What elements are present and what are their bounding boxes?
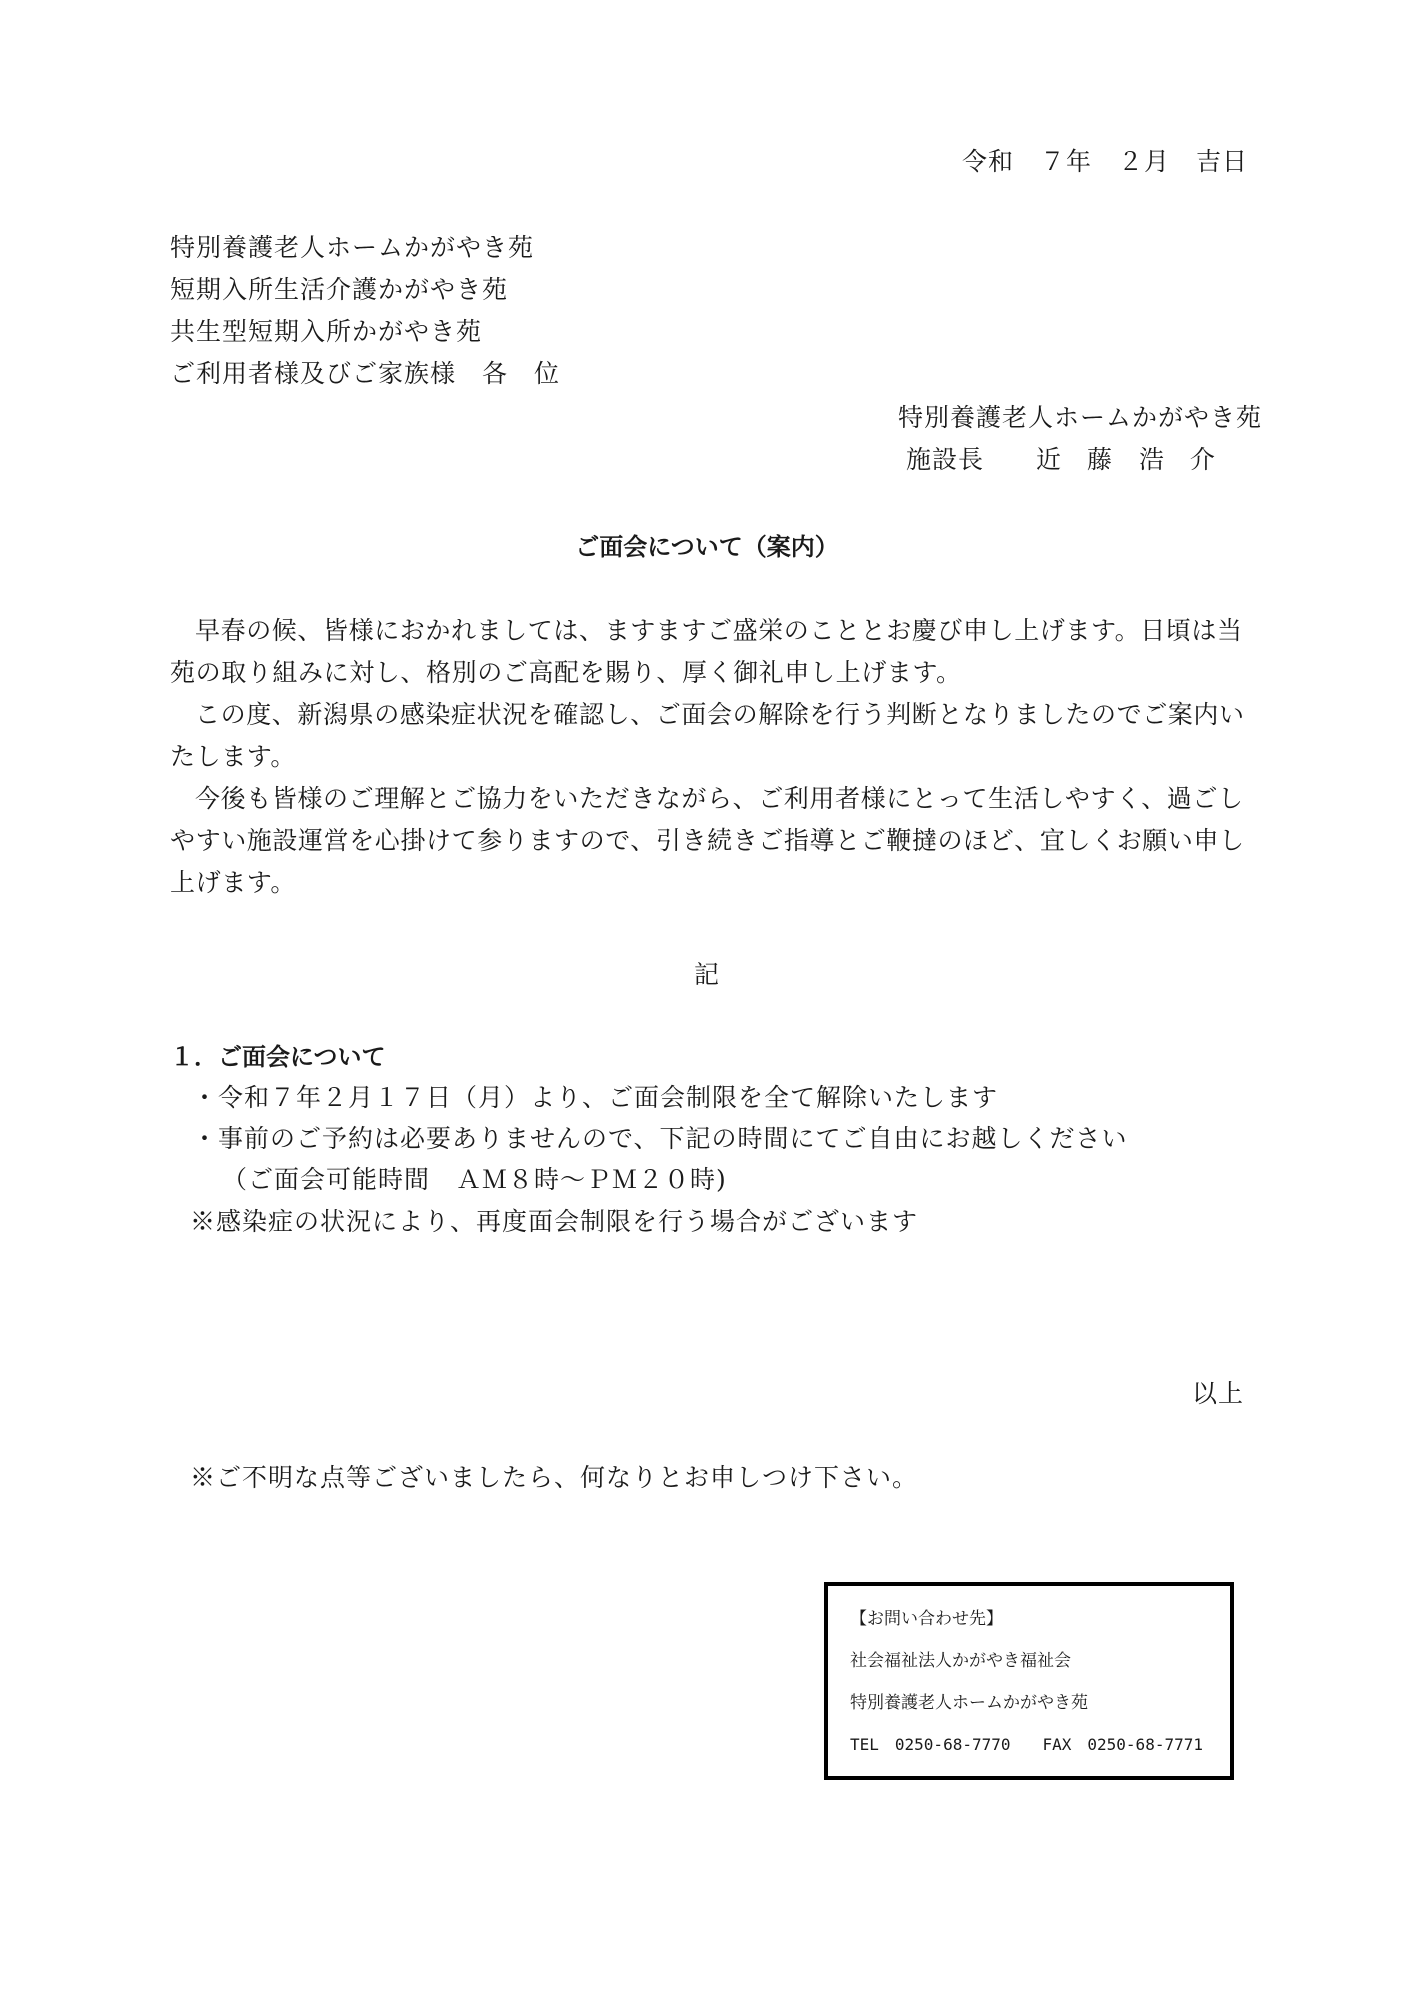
body-paragraph-2: この度、新潟県の感染症状況を確認し、ご面会の解除を行う判断となりましたのでご案内いたします。 <box>170 700 1245 771</box>
contact-facility: 特別養護老人ホームかがやき苑 <box>850 1693 1088 1713</box>
addressee-line-1: 特別養護老人ホームかがやき苑 <box>170 233 535 262</box>
addressee-line-4: ご利用者様及びご家族様 各 位 <box>170 359 561 388</box>
addressee-line-3: 共生型短期入所かがやき苑 <box>170 317 483 346</box>
body-paragraph-3: 今後も皆様のご理解とご協力をいただきながら、ご利用者様にとって生活しやすく、過ごしやすい施設運営を心掛けて参りますので、引き続きご指導とご鞭撻のほど、宜しくお願い申し上げます。 <box>170 784 1245 897</box>
contact-box <box>824 1582 1234 1780</box>
sender-organization: 特別養護老人ホームかがやき苑 <box>898 403 1263 432</box>
document-title: ご面会について（案内） <box>575 533 839 561</box>
visiting-hours: （ご面会可能時間 ＡＭ８時～ＰＭ２０時) <box>222 1165 727 1194</box>
contact-heading: 【お問い合わせ先】 <box>850 1609 1003 1629</box>
ki-marker: 記 <box>693 960 720 989</box>
section-1-bullet-1: ・令和７年２月１７日（月）より、ご面会制限を全て解除いたします <box>192 1083 999 1112</box>
footnote: ※ご不明な点等ございましたら、何なりとお申しつけ下さい。 <box>190 1463 919 1492</box>
section-1-heading: １．ご面会について <box>170 1043 386 1071</box>
body-paragraph-1: 早春の候、皆様におかれましては、ますますご盛栄のこととお慶び申し上げます。日頃は当苑の取り組みに対し、格別のご高配を賜り、厚く御礼申し上げます。 <box>170 616 1243 687</box>
contact-corporation: 社会福祉法人かがやき福祉会 <box>850 1651 1071 1671</box>
section-1-note: ※感染症の状況により、再度面会制限を行う場合がございます <box>190 1207 919 1236</box>
addressee-line-2: 短期入所生活介護かがやき苑 <box>170 275 509 304</box>
sender-person: 施設長 近 藤 浩 介 <box>906 445 1216 474</box>
contact-phone-fax: TEL 0250-68-7770 FAX 0250-68-7771 <box>850 1735 1203 1754</box>
letter-body <box>170 610 1246 904</box>
document-date: 令和 ７年 ２月 吉日 <box>961 147 1248 176</box>
section-1-bullet-2: ・事前のご予約は必要ありませんので、下記の時間にてご自由にお越しください <box>192 1124 1128 1153</box>
closing-mark: 以上 <box>1191 1379 1244 1408</box>
